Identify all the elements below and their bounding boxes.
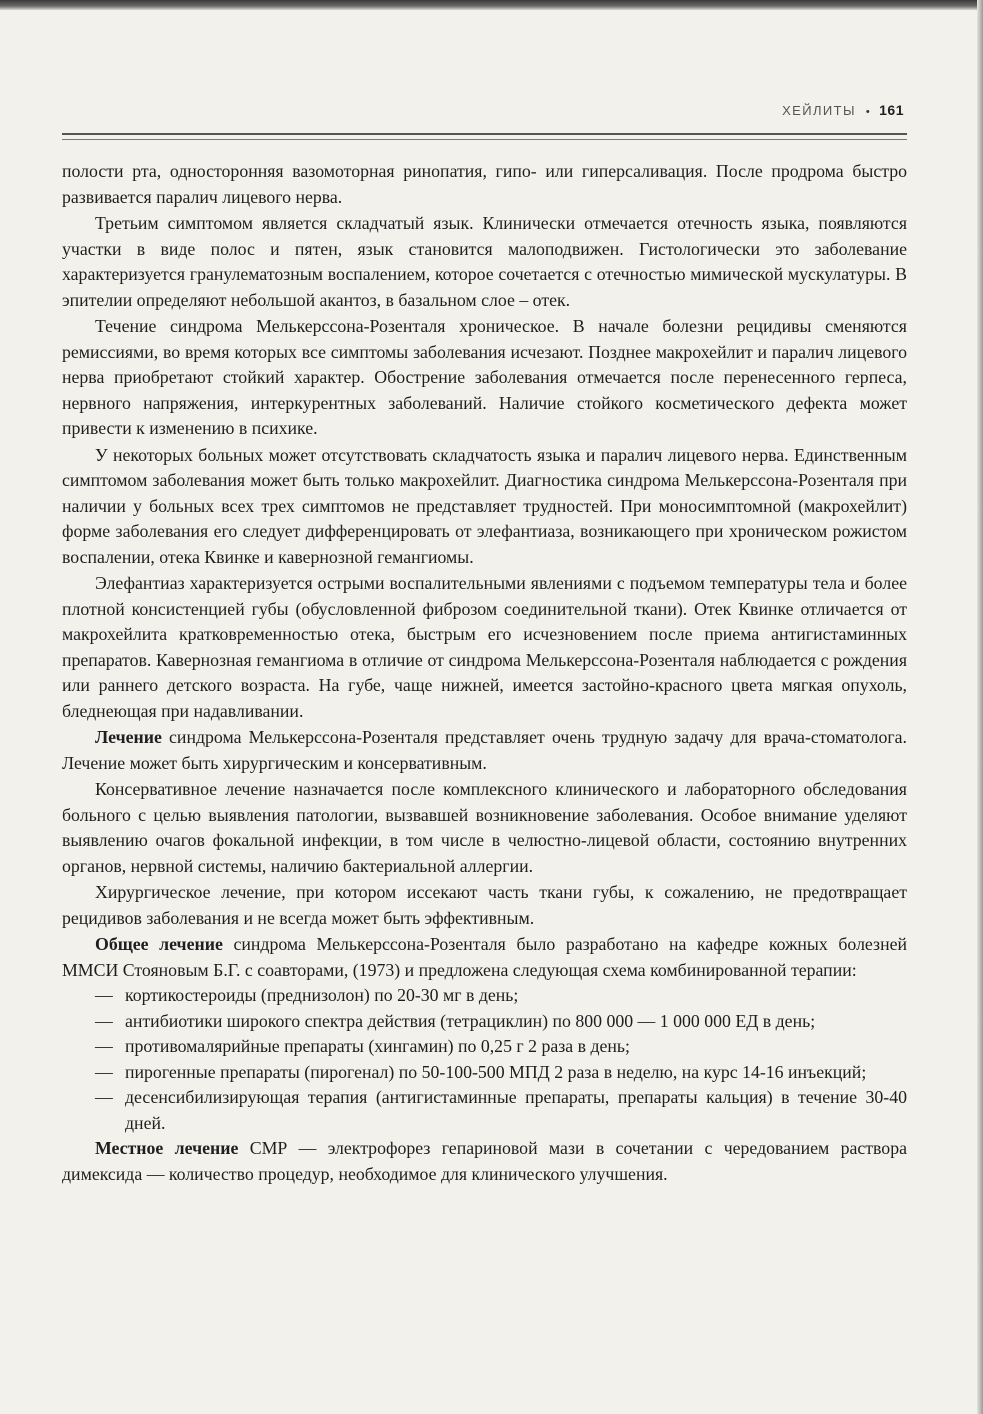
local-treatment-heading: Местное лечение (95, 1138, 239, 1158)
paragraph-6 (62, 725, 907, 776)
paragraph-10-text: СМР — электрофорез гепариновой мази в сочетании с чередованием раствора димексида — количество процедур, необходимое для клинического улучшения. (62, 1138, 907, 1184)
list-item-text: антибиотики широкого спектра действия (тетрациклин) по 800 000 — 1 000 000 ЕД в день; (125, 1010, 816, 1031)
list-item (62, 983, 907, 1009)
paragraph-4: У некоторых больных может отсутствовать складчатость языка и паралич лицевого нерва. Единственным симптомом заболевания может быть только макрохейлит. Диагностика синдрома Мелькерссона-Розенталя при наличии у больных всех трех симптомов не представляет трудностей. При моносимптомной (макрохейлит) форме заболевания его следует дифференцировать от элефантиаза, возникающего при хроническом рожистом воспалении, отека Квинке и кавернозной гемангиомы. (62, 444, 907, 567)
header-rule-thick (62, 133, 907, 135)
paragraph-3: Течение синдрома Мелькерссона-Розенталя хроническое. В начале болезни рецидивы сменяются ремиссиями, во время которых все симптомы заболевания исчезают. Позднее макрохейлит и паралич лицевого нерва приобретают стойкий характер. Обострение заболевания отмечается после перенесенного герпеса, нервного напряжения, интеркурентных заболеваний. Наличие стойкого косметического дефекта может привести к изменению в психике. (62, 316, 907, 438)
list-item-text: кортикостероиды (преднизолон) по 20-30 мг в день; (125, 985, 519, 1005)
scan-top-edge (0, 0, 983, 10)
treatment-heading: Лечение (95, 727, 162, 747)
running-head (62, 102, 904, 118)
list-dash: — (95, 1010, 113, 1031)
list-item (62, 1034, 907, 1060)
paragraph-9-text: синдрома Мелькерссона-Розенталя было разработано на кафедре кожных болезней ММСИ Стояновым Б.Г. с соавторами, (1973) и предложена следующая схема комбинированной терапии: (62, 934, 907, 980)
paragraph-1: полости рта, односторонняя вазомоторная ринопатия, гипо- или гиперсаливация. После продрома быстро развивается паралич лицевого нерва. (62, 161, 907, 207)
list-dash: — (95, 1061, 113, 1082)
list-item-text: противомалярийные препараты (хингамин) по 0,25 г 2 раза в день; (125, 1036, 630, 1056)
list-item-text: пирогенные препараты (пирогенал) по 50-100-500 МПД 2 раза в неделю, на курс 14-16 инъекций; (125, 1061, 867, 1082)
paragraph-10 (62, 1136, 907, 1187)
list-dash: — (95, 985, 113, 1005)
page-number: 161 (879, 102, 904, 118)
paragraph-8: Хирургическое лечение, при котором иссекают часть ткани губы, к сожалению, не предотвращает рецидивов заболевания и не всегда может быть эффективным. (62, 882, 907, 928)
body-text (62, 159, 907, 1187)
list-item (62, 1009, 907, 1035)
scan-right-edge (977, 0, 983, 1414)
list-dash: — (95, 1087, 113, 1107)
list-item-text: десенсибилизирующая терапия (антигистаминные препараты, препараты кальция) в течение 30-40 дней. (125, 1087, 907, 1133)
paragraph-9 (62, 932, 907, 983)
paragraph-2: Третьим симптомом является складчатый язык. Клинически отмечается отечность языка, появляются участки в виде полос и пятен, язык становится малоподвижен. Гистологически это заболевание характеризуется гранулематозным воспалением, которое сочетается с отечностью мимической мускулатуры. В эпителии определяют небольшой акантоз, в базальном слое – отек. (62, 213, 907, 310)
therapy-list (62, 983, 907, 1136)
general-treatment-heading: Общее лечение (95, 934, 223, 954)
header-rule-thin (62, 139, 907, 140)
list-item (62, 1085, 907, 1136)
paragraph-6-text: синдрома Мелькерссона-Розенталя представляет очень трудную задачу для врача-стоматолога. Лечение может быть хирургическим и консервативным. (62, 727, 907, 773)
paragraph-5: Элефантиаз характеризуется острыми воспалительными явлениями с подъемом температуры тела и более плотной консистенцией губы (обусловленной фиброзом соединительной ткани). Отек Квинке отличается от макрохейлита кратковременностью отека, быстрым его исчезновением после приема антигистаминных препаратов. Кавернозная гемангиома в отличие от синдрома Мелькерссона-Розенталя наблюдается с рождения или раннего детского возраста. На губе, чаще нижней, имеется застойно-красного цвета мягкая опухоль, бледнеющая при надавливании. (62, 573, 907, 721)
paragraph-7: Консервативное лечение назначается после комплексного клинического и лабораторного обследования больного с целью выявления патологии, вызвавшей возникновение заболевания. Особое внимание уделяют выявлению очагов фокальной инфекции, в том числе в челюстно-лицевой области, состоянию внутренних органов, нервной системы, наличию бактериальной аллергии. (62, 779, 907, 876)
list-dash: — (95, 1036, 113, 1056)
running-head-bullet: • (865, 106, 872, 118)
list-item (62, 1060, 907, 1086)
running-head-section: ХЕЙЛИТЫ (782, 103, 856, 118)
